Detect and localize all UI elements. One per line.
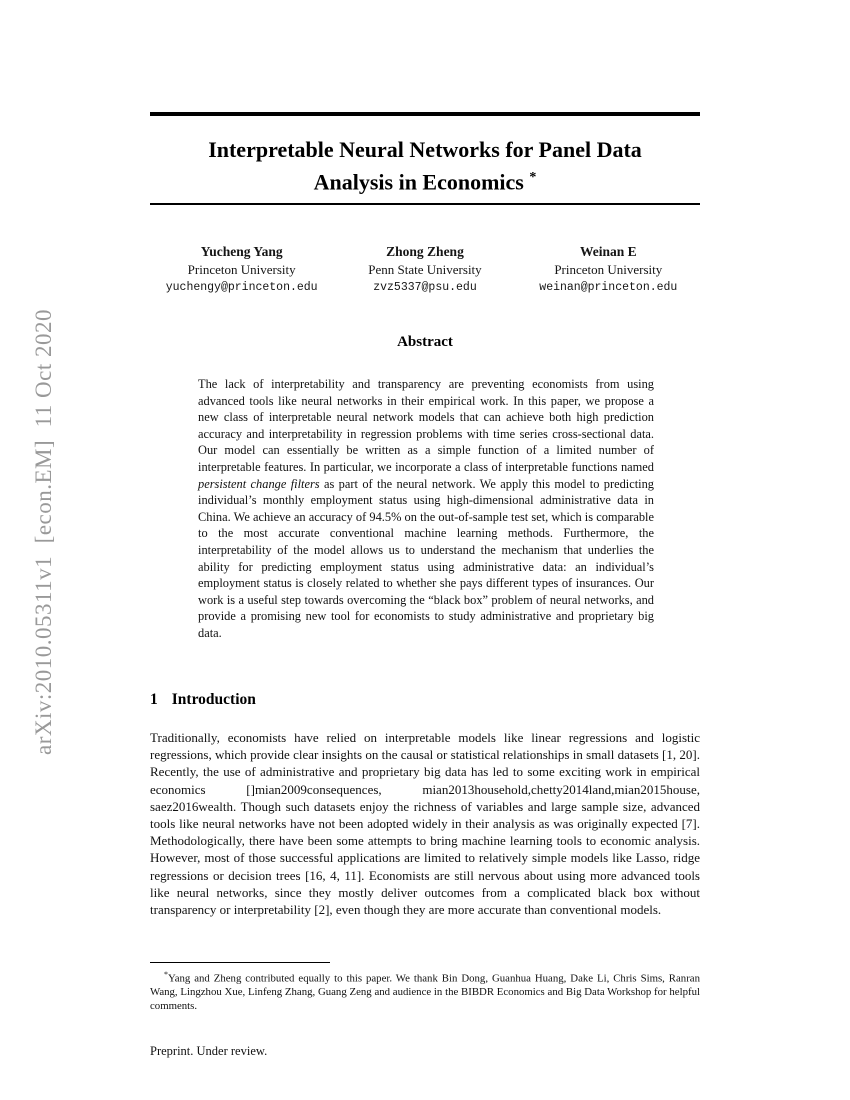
title-rule-bottom	[150, 203, 700, 205]
footnote-body: Yang and Zheng contributed equally to this paper. We thank Bin Dong, Guanhua Huang, Dake Li, Chris Sims, Ranran Wang, Lingzhou Xue, Linfeng Zhang, Guang Zeng and audience in the BIBDR Economics and Big Data Workshop for helpful comments.	[150, 972, 700, 1012]
author-affiliation: Princeton University	[554, 262, 663, 277]
author-email: yuchengy@princeton.edu	[165, 281, 318, 294]
abstract-text	[198, 376, 654, 642]
paper-content	[150, 0, 700, 1100]
abstract-text-part1: The lack of interpretability and transparency are preventing economists from using advanced tools like neural networks in their empirical work. In this paper, we propose a new class of interpretable neural network models that can achieve both high prediction accuracy and interpretability in regression problems with time series cross-sectional data. Our model can essentially be written as a simple function of a limited number of interpretable features. In particular, we incorporate a class of interpretable functions named	[198, 377, 654, 474]
footnote-text	[150, 968, 700, 1013]
paper-title	[175, 136, 675, 196]
author-email: zvz5337@psu.edu	[373, 281, 477, 294]
footnote-block	[150, 962, 700, 1013]
author-column	[150, 244, 333, 296]
author-name: Zhong Zheng	[386, 244, 464, 259]
author-email: weinan@princeton.edu	[539, 281, 678, 294]
author-name: Yucheng Yang	[200, 244, 283, 259]
section-heading-introduction	[150, 691, 256, 709]
author-column	[517, 244, 700, 296]
paper-title-text: Interpretable Neural Networks for Panel Data Analysis in Economics	[208, 137, 642, 195]
introduction-paragraph: Traditionally, economists have relied on interpretable models like linear regressions and logistic regressions, which provide clear insights on the causal or statistical relationships in small datasets [1, 20]. Recently, the use of administrative and proprietary big data has led to some exciting work in empirical economics []mian2009consequences, mian2013household,chetty2014land,mian2015house, saez2016wealth. Though such datasets enjoy the richness of variables and large sample size, advanced tools like neural networks have not been adopted widely in their analysis as was originally expected [7]. Methodologically, there have been some attempts to bring machine learning tools to economic analysis. However, most of those successful applications are limited to relatively simple models like Lasso, ridge regressions or decision trees [16, 4, 11]. Economists are still nervous about using more advanced tools like neural networks, since they mostly deliver outcomes from a complicated black box without transparency or interpretability [2], even though they are more accurate than conventional models.	[150, 730, 700, 918]
footnote-rule	[150, 962, 330, 963]
footnote-marker: *	[164, 970, 168, 979]
author-affiliation: Princeton University	[187, 262, 296, 277]
abstract-heading: Abstract	[397, 334, 453, 350]
abstract-italic-term: persistent change filters	[198, 476, 320, 491]
preprint-note: Preprint. Under review.	[150, 1044, 268, 1058]
abstract-text-part2: as part of the neural network. We apply this model to predicting individual’s monthly employment status using high-dimensional administrative data in China. We achieve an accuracy of 94.5% on the out-of-sample test set, which is comparable to the most accurate conventional machine learning methods. Furthermore, the interpretability of the model allows us to understand the mechanism that underlies the ability for predicting employment status using administrative data: an individual’s employment status is closely related to whether she pays different types of insurances. Our work is a useful step towards overcoming the “black box” problem of neural networks, and provide a promising new tool for economists to study administrative and proprietary big data.	[198, 476, 655, 640]
author-affiliation: Penn State University	[368, 262, 482, 277]
author-name: Weinan E	[579, 244, 637, 259]
title-footnote-marker: *	[529, 170, 537, 185]
section-number: 1	[150, 691, 158, 708]
section-title: Introduction	[171, 691, 256, 708]
arxiv-watermark: arXiv:2010.05311v1 [econ.EM] 11 Oct 2020	[31, 309, 56, 755]
title-rule-top	[150, 112, 700, 116]
author-block	[150, 244, 700, 296]
author-column	[333, 244, 516, 296]
